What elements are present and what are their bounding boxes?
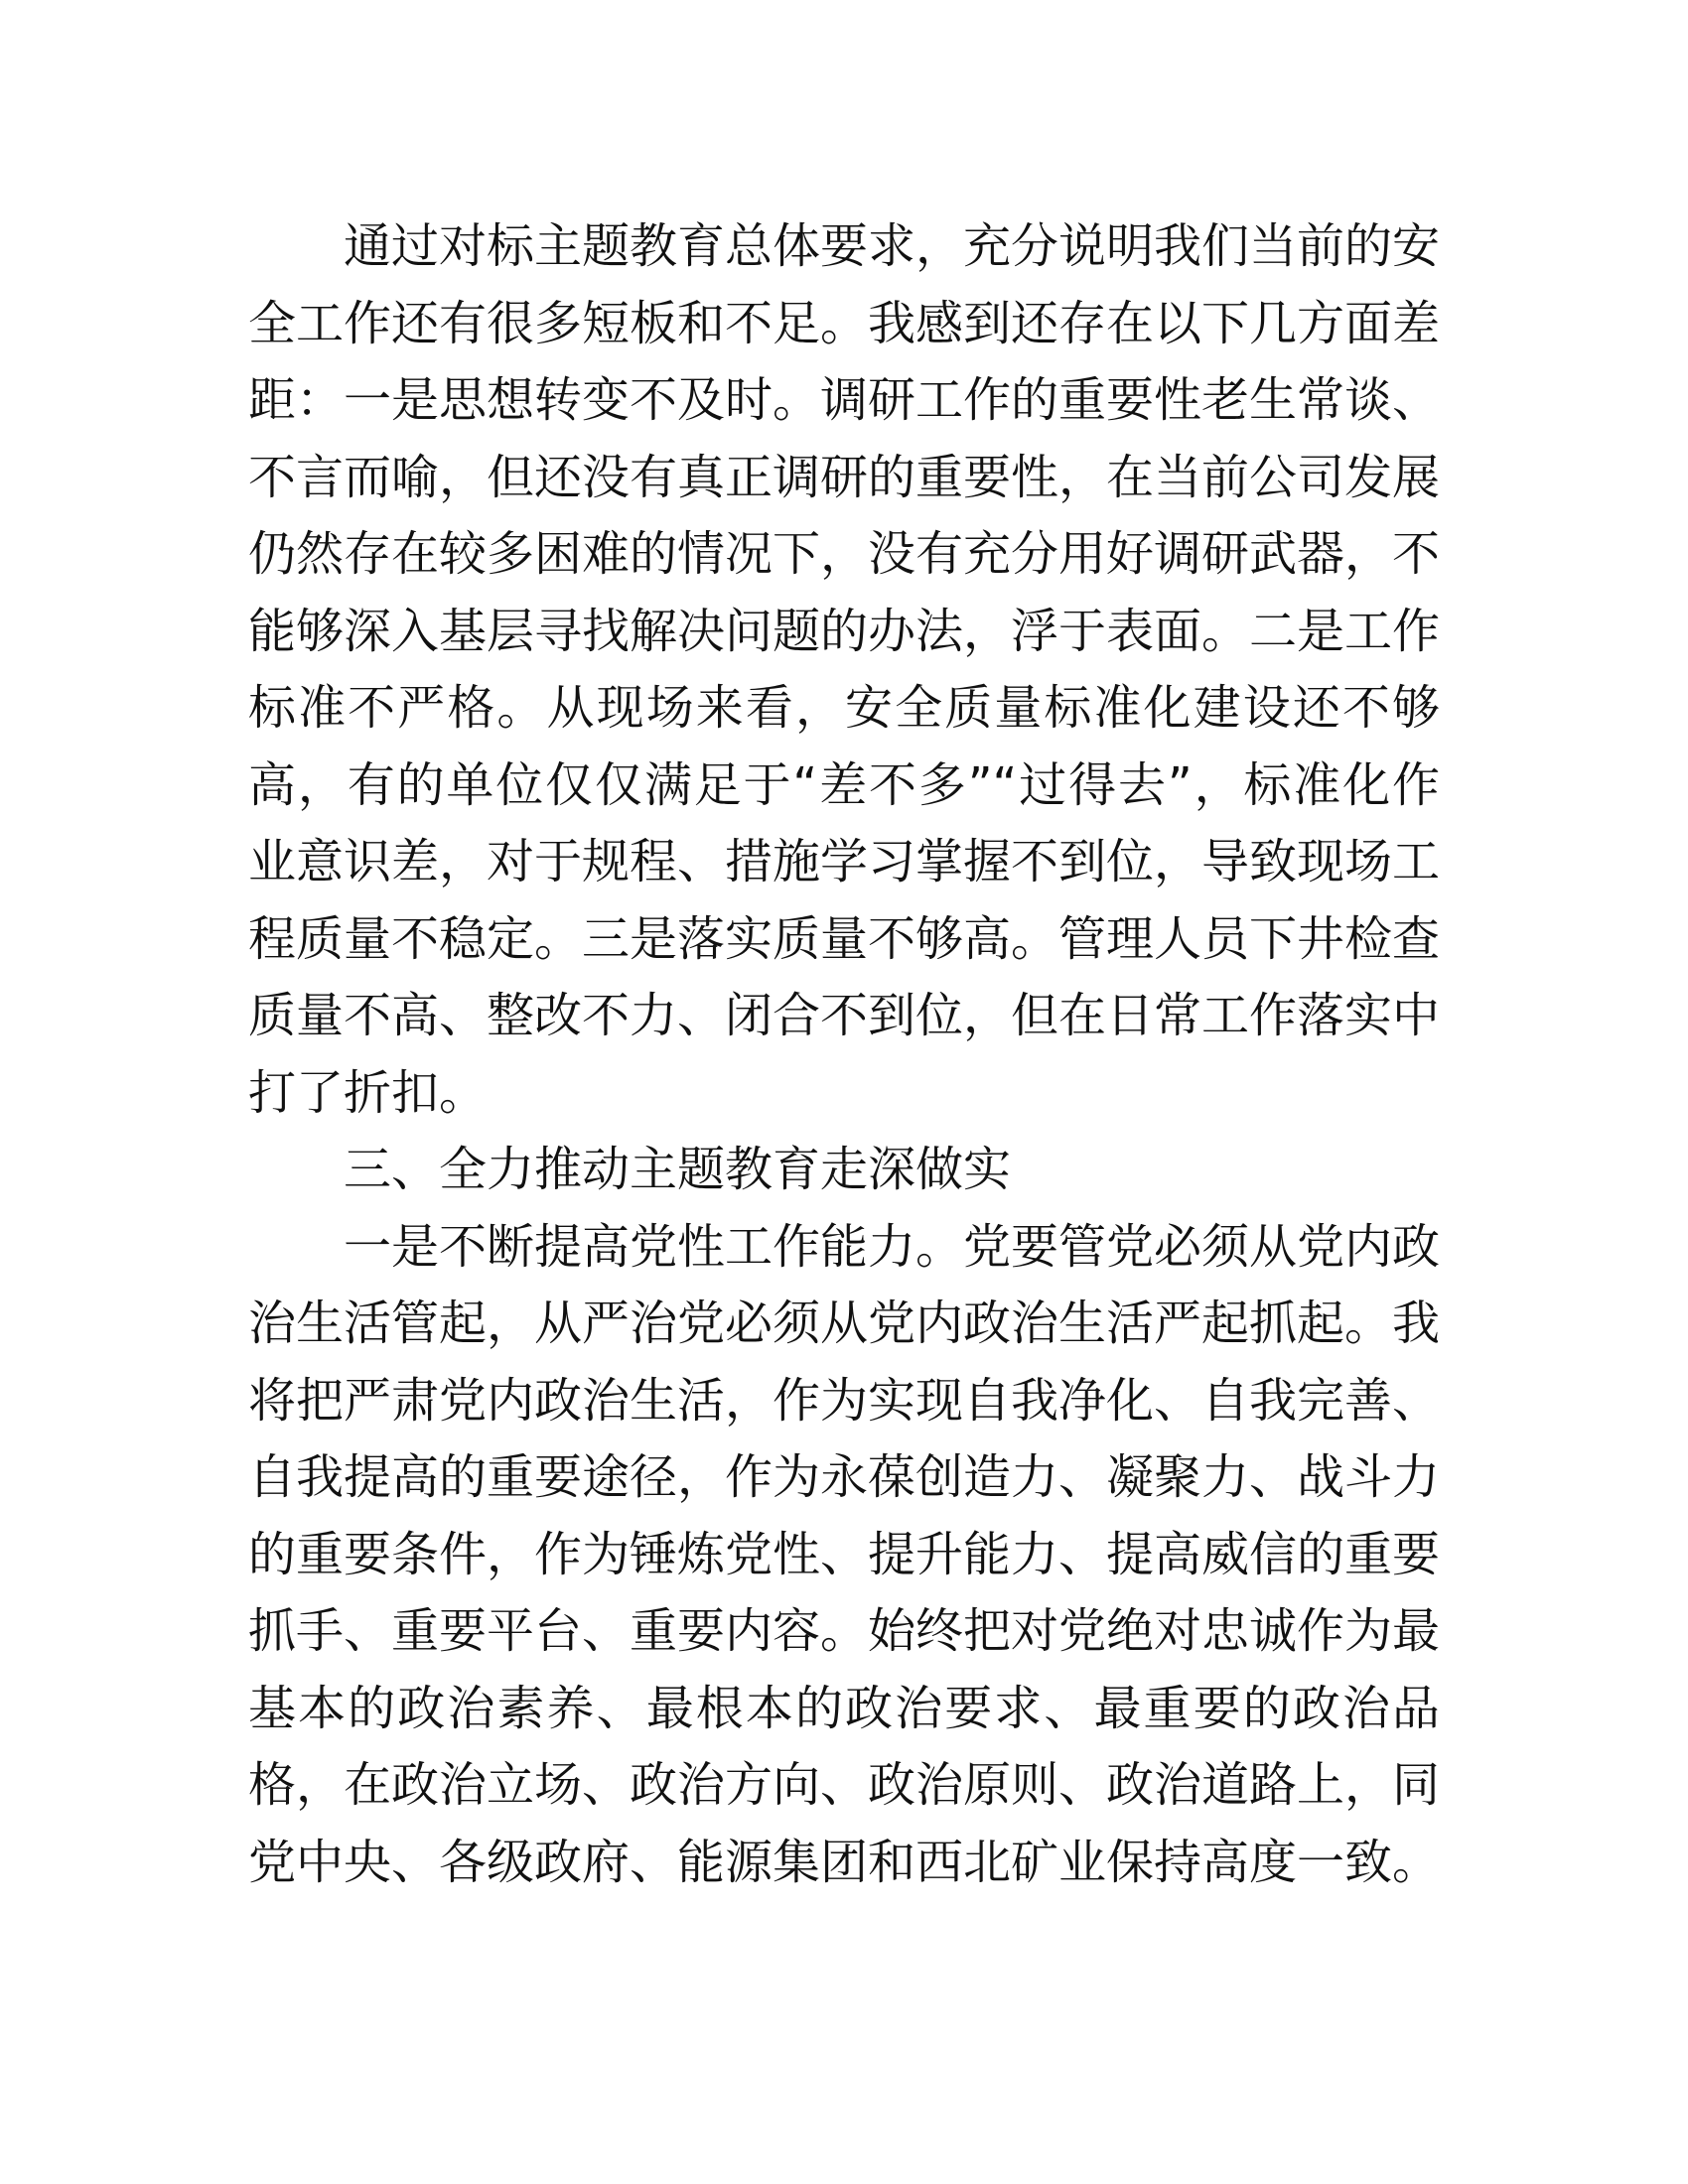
body-paragraph-party-ability: 一是不断提高党性工作能力。党要管党必须从党内政治生活管起，从严治党必须从党内政治生活严起抓起。我将把严肃党内政治生活，作为实现自我净化、自我完善、自我提高的重要途径，作为永葆创造力、凝聚力、战斗力的重要条件，作为锤炼党性、提升能力、提高威信的重要抓手、重要平台、重要内容。始终把对党绝对忠诚作为最基本的政治素养、最根本的政治要求、最重要的政治品格，在政治立场、政治方向、政治原则、政治道路上，同党中央、各级政府、能源集团和西北矿业保持高度一致。 (248, 1218, 1441, 1890)
document-body (248, 208, 1440, 1901)
body-paragraph-gaps: 通过对标主题教育总体要求，充分说明我们当前的安全工作还有很多短板和不足。我感到还存在以下几方面差距：一是思想转变不及时。调研工作的重要性老生常谈、不言而喻，但还没有真正调研的重要性，在当前公司发展仍然存在较多困难的情况下，没有充分用好调研武器，不能够深入基层寻找解决问题的办法，浮于表面。二是工作标准不严格。从现场来看，安全质量标准化建设还不够高，有的单位仅仅满足于“差不多”“过得去”，标准化作业意识差，对于规程、措施学习掌握不到位，导致现场工程质量不稳定。三是落实质量不够高。管理人员下井检查质量不高、整改不力、闭合不到位，但在日常工作落实中打了折扣。 (248, 218, 1441, 1121)
section-heading-three: 三、全力推动主题教育走深做实 (344, 1142, 1012, 1197)
